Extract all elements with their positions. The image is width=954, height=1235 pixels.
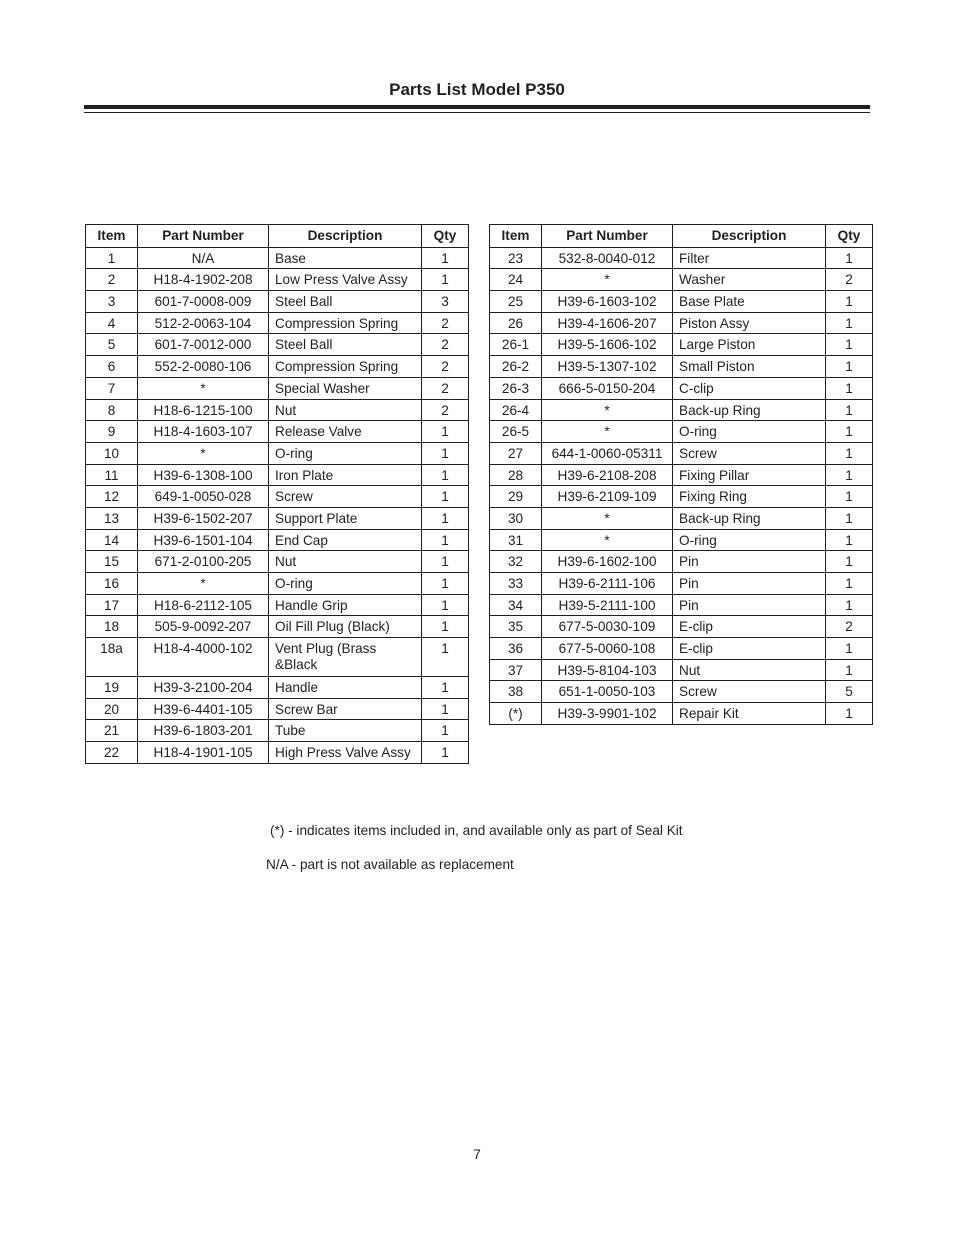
cell-part-number: H39-5-8104-103 [542, 659, 673, 681]
table-row [86, 247, 469, 269]
table-row [86, 698, 469, 720]
header-description: Description [269, 225, 422, 248]
cell-part-number: H39-6-1501-104 [138, 529, 269, 551]
cell-qty: 1 [422, 742, 469, 764]
cell-qty: 1 [826, 507, 873, 529]
cell-part-number: 512-2-0063-104 [138, 312, 269, 334]
cell-qty: 1 [422, 269, 469, 291]
cell-qty: 1 [422, 486, 469, 508]
cell-item: (*) [490, 703, 542, 725]
cell-qty: 1 [826, 573, 873, 595]
cell-item: 26-3 [490, 377, 542, 399]
header-part-number: Part Number [542, 225, 673, 248]
table-row [490, 486, 873, 508]
cell-part-number: H39-5-2111-100 [542, 594, 673, 616]
cell-description: Nut [269, 551, 422, 573]
cell-item: 20 [86, 698, 138, 720]
table-row [86, 486, 469, 508]
cell-description: Steel Ball [269, 334, 422, 356]
table-row [490, 659, 873, 681]
cell-description: Screw Bar [269, 698, 422, 720]
table-row [86, 551, 469, 573]
cell-qty: 1 [422, 677, 469, 699]
table-row [490, 507, 873, 529]
table-row [86, 377, 469, 399]
cell-description: Small Piston [673, 356, 826, 378]
table-row [490, 247, 873, 269]
cell-part-number: * [138, 573, 269, 595]
cell-qty: 1 [826, 659, 873, 681]
cell-part-number: 649-1-0050-028 [138, 486, 269, 508]
cell-part-number: 671-2-0100-205 [138, 551, 269, 573]
table-header-row [490, 225, 873, 248]
cell-part-number: H39-6-1602-100 [542, 551, 673, 573]
table-row [490, 269, 873, 291]
cell-description: Pin [673, 594, 826, 616]
cell-part-number: H18-6-2112-105 [138, 594, 269, 616]
header-qty: Qty [422, 225, 469, 248]
cell-item: 30 [490, 507, 542, 529]
cell-part-number: 601-7-0012-000 [138, 334, 269, 356]
table-row [86, 356, 469, 378]
cell-description: Nut [673, 659, 826, 681]
cell-qty: 1 [826, 377, 873, 399]
table-row [490, 616, 873, 638]
cell-qty: 1 [422, 464, 469, 486]
cell-part-number: N/A [138, 247, 269, 269]
cell-qty: 5 [826, 681, 873, 703]
title-rule-thick [84, 105, 870, 109]
cell-item: 26 [490, 312, 542, 334]
cell-description: Screw [673, 681, 826, 703]
cell-part-number: H39-6-1308-100 [138, 464, 269, 486]
cell-qty: 1 [422, 442, 469, 464]
cell-part-number: H18-4-4000-102 [138, 638, 269, 677]
cell-item: 10 [86, 442, 138, 464]
table-row [86, 742, 469, 764]
cell-item: 12 [86, 486, 138, 508]
table-row [490, 356, 873, 378]
cell-description: Screw [269, 486, 422, 508]
cell-item: 36 [490, 638, 542, 660]
cell-qty: 1 [422, 573, 469, 595]
cell-item: 1 [86, 247, 138, 269]
cell-description: Steel Ball [269, 291, 422, 313]
cell-item: 24 [490, 269, 542, 291]
cell-description: Filter [673, 247, 826, 269]
cell-description: Base [269, 247, 422, 269]
cell-part-number: 552-2-0080-106 [138, 356, 269, 378]
cell-qty: 1 [826, 356, 873, 378]
cell-qty: 1 [826, 486, 873, 508]
cell-part-number: H18-4-1902-208 [138, 269, 269, 291]
cell-item: 26-1 [490, 334, 542, 356]
cell-item: 19 [86, 677, 138, 699]
cell-qty: 1 [422, 594, 469, 616]
cell-item: 21 [86, 720, 138, 742]
cell-qty: 1 [422, 247, 469, 269]
cell-item: 22 [86, 742, 138, 764]
table-row [490, 594, 873, 616]
cell-description: Release Valve [269, 421, 422, 443]
cell-qty: 2 [422, 356, 469, 378]
table-row [86, 464, 469, 486]
cell-part-number: * [138, 377, 269, 399]
cell-qty: 1 [422, 421, 469, 443]
cell-part-number: H39-6-1603-102 [542, 291, 673, 313]
cell-part-number: H39-6-2111-106 [542, 573, 673, 595]
table-row [86, 677, 469, 699]
table-header-row [86, 225, 469, 248]
cell-qty: 1 [422, 698, 469, 720]
table-row [86, 291, 469, 313]
table-row [86, 529, 469, 551]
header-description: Description [673, 225, 826, 248]
table-row [86, 269, 469, 291]
cell-description: Back-up Ring [673, 507, 826, 529]
cell-qty: 1 [422, 720, 469, 742]
cell-description: High Press Valve Assy [269, 742, 422, 764]
cell-part-number: * [542, 399, 673, 421]
cell-part-number: * [138, 442, 269, 464]
cell-qty: 1 [422, 616, 469, 638]
cell-description: End Cap [269, 529, 422, 551]
header-qty: Qty [826, 225, 873, 248]
cell-qty: 1 [826, 529, 873, 551]
cell-part-number: H39-3-2100-204 [138, 677, 269, 699]
cell-item: 16 [86, 573, 138, 595]
cell-part-number: H39-6-2108-208 [542, 464, 673, 486]
cell-description: O-ring [673, 421, 826, 443]
not-available-note: N/A - part is not available as replacement [266, 857, 514, 872]
cell-part-number: * [542, 507, 673, 529]
cell-qty: 3 [422, 291, 469, 313]
page-title: Parts List Model P350 [389, 80, 565, 99]
cell-part-number: 677-5-0030-109 [542, 616, 673, 638]
cell-description: E-clip [673, 616, 826, 638]
cell-description: Repair Kit [673, 703, 826, 725]
table-row [490, 377, 873, 399]
cell-qty: 1 [422, 638, 469, 677]
title-rule-thin [84, 112, 870, 113]
table-row [86, 507, 469, 529]
cell-item: 4 [86, 312, 138, 334]
table-row [490, 638, 873, 660]
table-row [490, 703, 873, 725]
cell-item: 5 [86, 334, 138, 356]
header-item: Item [490, 225, 542, 248]
cell-item: 33 [490, 573, 542, 595]
cell-qty: 1 [826, 291, 873, 313]
cell-item: 35 [490, 616, 542, 638]
cell-qty: 2 [422, 334, 469, 356]
cell-qty: 1 [826, 551, 873, 573]
cell-description: Large Piston [673, 334, 826, 356]
table-row [86, 312, 469, 334]
cell-part-number: 532-8-0040-012 [542, 247, 673, 269]
cell-item: 17 [86, 594, 138, 616]
cell-item: 3 [86, 291, 138, 313]
cell-description: Fixing Pillar [673, 464, 826, 486]
cell-qty: 1 [826, 442, 873, 464]
header-part-number: Part Number [138, 225, 269, 248]
cell-description: Compression Spring [269, 312, 422, 334]
cell-qty: 1 [826, 334, 873, 356]
cell-item: 38 [490, 681, 542, 703]
cell-description: Pin [673, 551, 826, 573]
cell-qty: 1 [826, 464, 873, 486]
cell-item: 6 [86, 356, 138, 378]
cell-part-number: H39-5-1606-102 [542, 334, 673, 356]
table-row [86, 720, 469, 742]
cell-item: 18a [86, 638, 138, 677]
table-row [490, 312, 873, 334]
seal-kit-note: (*) - indicates items included in, and available only as part of Seal Kit [270, 823, 683, 838]
cell-part-number: H18-4-1603-107 [138, 421, 269, 443]
cell-item: 7 [86, 377, 138, 399]
cell-description: C-clip [673, 377, 826, 399]
cell-qty: 1 [826, 247, 873, 269]
cell-description: Special Washer [269, 377, 422, 399]
cell-description: Washer [673, 269, 826, 291]
cell-qty: 2 [422, 377, 469, 399]
cell-description: Piston Assy [673, 312, 826, 334]
cell-item: 25 [490, 291, 542, 313]
table-row [86, 442, 469, 464]
cell-description: Iron Plate [269, 464, 422, 486]
cell-part-number: 601-7-0008-009 [138, 291, 269, 313]
table-row [490, 551, 873, 573]
cell-item: 8 [86, 399, 138, 421]
cell-qty: 1 [826, 312, 873, 334]
cell-description: Base Plate [673, 291, 826, 313]
cell-item: 13 [86, 507, 138, 529]
cell-item: 14 [86, 529, 138, 551]
cell-item: 27 [490, 442, 542, 464]
cell-part-number: 677-5-0060-108 [542, 638, 673, 660]
cell-qty: 2 [422, 312, 469, 334]
cell-item: 26-5 [490, 421, 542, 443]
cell-description: Low Press Valve Assy [269, 269, 422, 291]
cell-description: Handle [269, 677, 422, 699]
table-row [86, 399, 469, 421]
cell-description: O-ring [269, 573, 422, 595]
cell-qty: 1 [826, 399, 873, 421]
cell-part-number: H39-5-1307-102 [542, 356, 673, 378]
cell-part-number: * [542, 269, 673, 291]
cell-part-number: 505-9-0092-207 [138, 616, 269, 638]
cell-item: 23 [490, 247, 542, 269]
cell-item: 2 [86, 269, 138, 291]
cell-part-number: H39-4-1606-207 [542, 312, 673, 334]
cell-qty: 1 [422, 507, 469, 529]
cell-item: 9 [86, 421, 138, 443]
table-row [490, 573, 873, 595]
parts-table-right [489, 224, 873, 725]
cell-description: Compression Spring [269, 356, 422, 378]
cell-description: Screw [673, 442, 826, 464]
cell-qty: 1 [826, 594, 873, 616]
cell-part-number: H39-3-9901-102 [542, 703, 673, 725]
cell-qty: 1 [826, 638, 873, 660]
table-row [86, 594, 469, 616]
table-row [490, 421, 873, 443]
cell-part-number: H39-6-1502-207 [138, 507, 269, 529]
table-row [86, 616, 469, 638]
table-row [490, 399, 873, 421]
cell-description: O-ring [269, 442, 422, 464]
cell-item: 11 [86, 464, 138, 486]
cell-description: E-clip [673, 638, 826, 660]
cell-description: Vent Plug (Brass &Black [269, 638, 422, 677]
cell-item: 26-2 [490, 356, 542, 378]
cell-part-number: 666-5-0150-204 [542, 377, 673, 399]
table-row [490, 681, 873, 703]
cell-item: 37 [490, 659, 542, 681]
cell-item: 31 [490, 529, 542, 551]
cell-part-number: H39-6-1803-201 [138, 720, 269, 742]
table-row [490, 334, 873, 356]
cell-qty: 2 [826, 616, 873, 638]
cell-item: 34 [490, 594, 542, 616]
table-row [86, 638, 469, 677]
cell-qty: 1 [826, 421, 873, 443]
table-row [490, 291, 873, 313]
cell-part-number: H39-6-2109-109 [542, 486, 673, 508]
cell-part-number: H39-6-4401-105 [138, 698, 269, 720]
cell-description: Tube [269, 720, 422, 742]
table-row [86, 573, 469, 595]
header-item: Item [86, 225, 138, 248]
cell-part-number: H18-6-1215-100 [138, 399, 269, 421]
table-row [490, 529, 873, 551]
table-row [86, 421, 469, 443]
cell-item: 28 [490, 464, 542, 486]
cell-item: 32 [490, 551, 542, 573]
table-row [490, 464, 873, 486]
cell-item: 26-4 [490, 399, 542, 421]
cell-description: Back-up Ring [673, 399, 826, 421]
cell-part-number: 644-1-0060-05311 [542, 442, 673, 464]
cell-qty: 1 [422, 551, 469, 573]
cell-qty: 2 [826, 269, 873, 291]
cell-item: 18 [86, 616, 138, 638]
cell-description: Support Plate [269, 507, 422, 529]
cell-description: Pin [673, 573, 826, 595]
cell-part-number: H18-4-1901-105 [138, 742, 269, 764]
cell-part-number: 651-1-0050-103 [542, 681, 673, 703]
cell-qty: 1 [422, 529, 469, 551]
cell-item: 29 [490, 486, 542, 508]
cell-item: 15 [86, 551, 138, 573]
cell-description: Handle Grip [269, 594, 422, 616]
cell-part-number: * [542, 529, 673, 551]
table-row [86, 334, 469, 356]
page-number: 7 [473, 1147, 481, 1162]
cell-description: O-ring [673, 529, 826, 551]
cell-qty: 1 [826, 703, 873, 725]
cell-qty: 2 [422, 399, 469, 421]
table-row [490, 442, 873, 464]
cell-description: Oil Fill Plug (Black) [269, 616, 422, 638]
cell-description: Nut [269, 399, 422, 421]
cell-part-number: * [542, 421, 673, 443]
parts-table-left [85, 224, 469, 764]
cell-description: Fixing Ring [673, 486, 826, 508]
